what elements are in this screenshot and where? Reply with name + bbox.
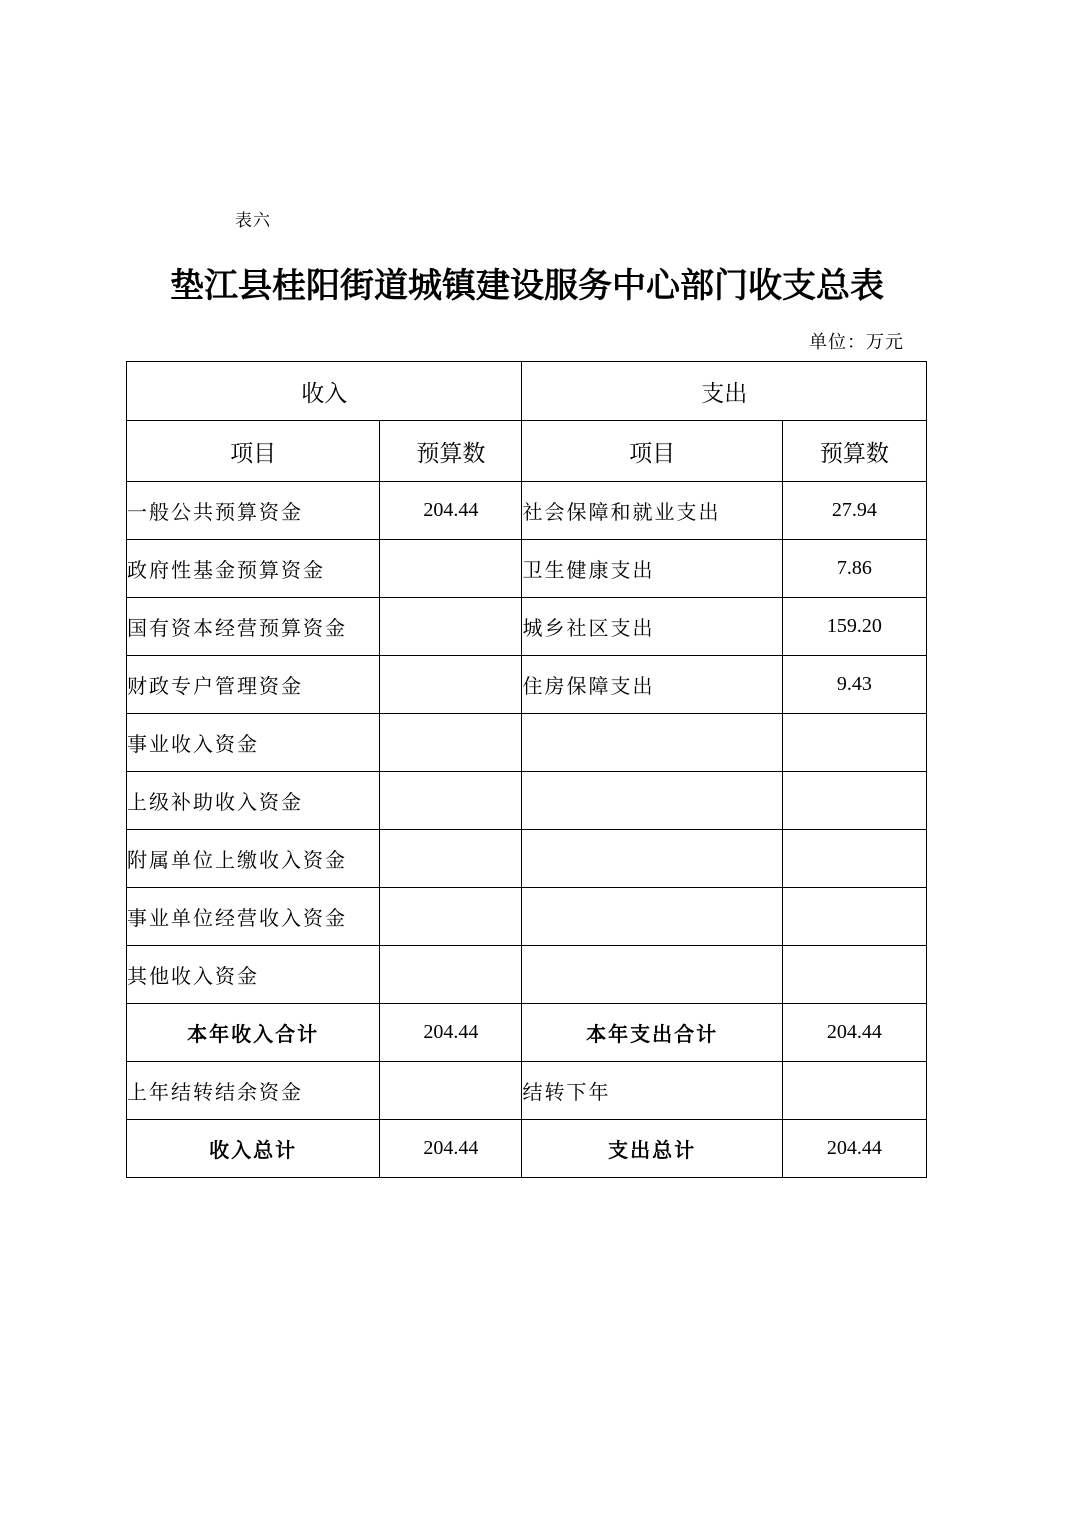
- expense-value: [782, 772, 926, 830]
- income-item: 国有资本经营预算资金: [127, 598, 380, 656]
- year-expense-total-label: 本年支出合计: [522, 1004, 782, 1062]
- expense-value: [782, 830, 926, 888]
- expense-item: 社会保障和就业支出: [522, 482, 782, 540]
- expense-value: [782, 946, 926, 1004]
- income-value: [380, 656, 522, 714]
- income-item: 财政专户管理资金: [127, 656, 380, 714]
- section-header-row: [127, 362, 927, 421]
- income-value: [380, 598, 522, 656]
- expense-item: 卫生健康支出: [522, 540, 782, 598]
- table-row: [127, 482, 927, 540]
- income-value: [380, 772, 522, 830]
- income-grand-total-value: 204.44: [380, 1120, 522, 1178]
- income-grand-total-label: 收入总计: [127, 1120, 380, 1178]
- expense-value: 27.94: [782, 482, 926, 540]
- income-section-header: 收入: [127, 362, 522, 421]
- year-expense-total-value: 204.44: [782, 1004, 926, 1062]
- expense-value: 159.20: [782, 598, 926, 656]
- income-value: [380, 714, 522, 772]
- expense-value: [782, 888, 926, 946]
- expense-value: [782, 714, 926, 772]
- table-number-label: 表六: [235, 211, 271, 231]
- grand-total-row: [127, 1120, 927, 1178]
- income-item: 政府性基金预算资金: [127, 540, 380, 598]
- income-value: [380, 946, 522, 1004]
- year-total-row: [127, 1004, 927, 1062]
- expense-grand-total-value: 204.44: [782, 1120, 926, 1178]
- income-value: [380, 888, 522, 946]
- table-row: [127, 540, 927, 598]
- table-row: [127, 830, 927, 888]
- expense-item: [522, 772, 782, 830]
- table-row: [127, 656, 927, 714]
- income-item: 事业单位经营收入资金: [127, 888, 380, 946]
- income-value: [380, 830, 522, 888]
- carryover-row: [127, 1062, 927, 1120]
- income-item-header: 项目: [127, 421, 380, 482]
- income-value: [380, 540, 522, 598]
- expense-item: [522, 888, 782, 946]
- expense-item-header: 项目: [522, 421, 782, 482]
- prior-year-carryover-value: [380, 1062, 522, 1120]
- income-value: 204.44: [380, 482, 522, 540]
- expense-item: [522, 946, 782, 1004]
- expense-section-header: 支出: [522, 362, 927, 421]
- carry-to-next-year-label: 结转下年: [522, 1062, 782, 1120]
- year-income-total-label: 本年收入合计: [127, 1004, 380, 1062]
- year-income-total-value: 204.44: [380, 1004, 522, 1062]
- page-title: 垫江县桂阳街道城镇建设服务中心部门收支总表: [170, 266, 884, 306]
- expense-value: 9.43: [782, 656, 926, 714]
- unit-label: 单位：万元: [809, 332, 904, 353]
- expense-budget-header: 预算数: [782, 421, 926, 482]
- table-row: [127, 946, 927, 1004]
- expense-value: 7.86: [782, 540, 926, 598]
- income-item: 一般公共预算资金: [127, 482, 380, 540]
- income-item: 附属单位上缴收入资金: [127, 830, 380, 888]
- expense-item: 城乡社区支出: [522, 598, 782, 656]
- table-row: [127, 714, 927, 772]
- column-header-row: [127, 421, 927, 482]
- table-row: [127, 598, 927, 656]
- carry-to-next-year-value: [782, 1062, 926, 1120]
- expense-item: 住房保障支出: [522, 656, 782, 714]
- expense-item: [522, 714, 782, 772]
- expense-grand-total-label: 支出总计: [522, 1120, 782, 1178]
- income-item: 事业收入资金: [127, 714, 380, 772]
- expense-item: [522, 830, 782, 888]
- prior-year-carryover-label: 上年结转结余资金: [127, 1062, 380, 1120]
- table-row: [127, 772, 927, 830]
- budget-summary-table: [126, 361, 927, 1178]
- income-budget-header: 预算数: [380, 421, 522, 482]
- income-item: 其他收入资金: [127, 946, 380, 1004]
- table-row: [127, 888, 927, 946]
- income-item: 上级补助收入资金: [127, 772, 380, 830]
